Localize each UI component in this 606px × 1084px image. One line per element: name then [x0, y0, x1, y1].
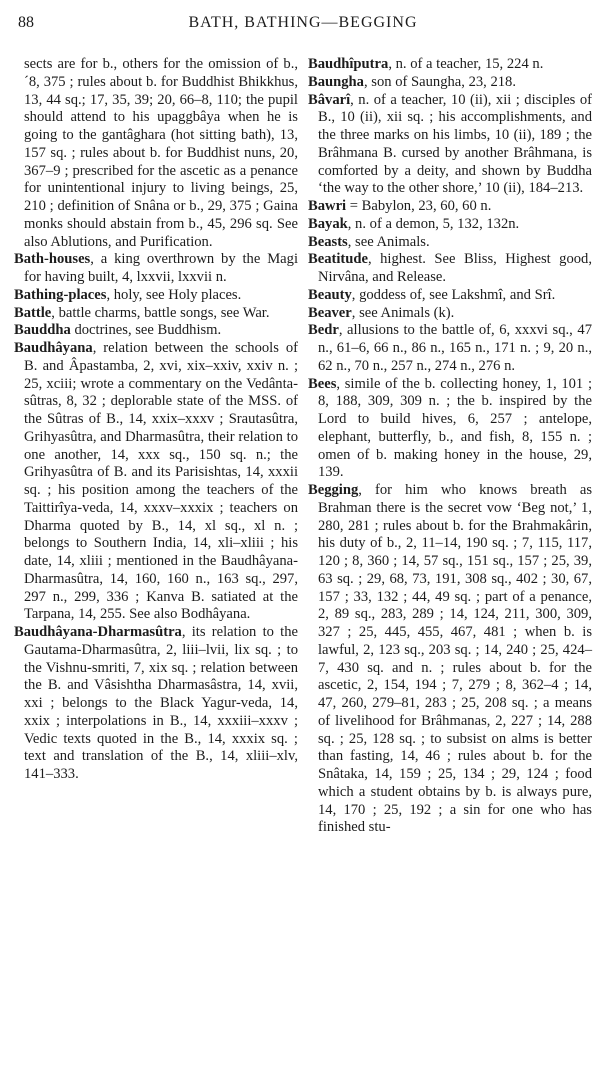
- left-column: [14, 56, 298, 784]
- entry-text: , for him who knows breath as Brahman there is the secret vow ‘Beg not,’ 1, 280, 281 ; rules about b. for the Brahmakârin, his duty of b., 2, 11–14, 190 sq. ; 7, 115, 117, 120 ; 8, 360 ; 14, 57 sq., 151 sq., 157 ; 25, 39, 63 sq. ; 29, 68, 73, 191, 308 sq., 402 ; 30, 67, 157 ; 33, 132 ; 44, 49 sq. ; part of a penance, 2, 89 sq., 283, 289 ; 14, 124, 211, 300, 309, 327 ; 25, 445, 455, 467, 481 ; when b. is lawful, 2, 123 sq., 203 sq. ; 14, 240 ; 25, 424–7, 430 sq. and n. ; rules about b. for the ascetic, 2, 154, 194 ; 7, 279 ; 8, 362–4 ; 14, 47, 260, 279–81, 283 ; 25, 208 sq. ; a means of livelihood for Brâhmanas, 2, 227 ; 14, 288 sq. ; 25, 128 sq. ; to subsist on alms is better than fasting, 14, 46 ; rules about b. for the Snâtaka, 14, 159 ; 25, 134 ; 29, 124 ; food which a student obtains by b. is always pure, 14, 170 ; 25, 192 ; a sin for one who has finished stu-: [318, 482, 592, 836]
- entry-headword: Bath-houses: [14, 251, 91, 268]
- entry-text: sects are for b., others for the omission of b.,´8, 375 ; rules about b. for Buddhist Bhikkhus, 13, 44 sq.; 17, 35, 39; 20, 66–8, 110; the pupil should attend to his upaggbâya when he is going to the gantâghara (hot sitting bath), 13, 157 sq. ; rules about b. for Buddhist nuns, 20, 367–9 ; prescribed for the ascetic as a penance for unintentional injury to living beings, 25, 210 ; definition of Snâna or b., 29, 375 ; Gaina monks should abstain from b., 45, 296 sq. See also Ablutions, and Purification.: [24, 56, 298, 250]
- index-entry: [308, 322, 592, 375]
- entry-text: , its relation to the Gautama-Dharmasûtra, 2, liii–lvii, lix sq. ; to the Vishnu-smriti, 7, xix sq. ; relation between the B. and Vâsishtha Dharmasâstra, 14, xvii, xxi ; belongs to the Black Yagur-veda, 14, xxix ; interpolations in B., 14, xxxiii–xxxv ; Vedic texts quoted in the B., 14, xxxix sq. ; text and translation of the B., 14, xliii–xlv, 141–333.: [24, 624, 298, 782]
- entry-headword: Baudhâyana: [14, 340, 93, 356]
- entry-headword: Baungha: [308, 73, 364, 90]
- running-head: BATH, BATHING—BEGGING: [188, 14, 418, 31]
- entry-headword: Bauddha: [14, 322, 71, 339]
- entry-text: , n. of a teacher, 10 (ii), xii ; disciples of B., 10 (ii), xii sq. ; his accomplishments, and the three marks on his limbs, 10 (ii), 189 ; the Brâhmana B. cursed by another Brâhmana, is comforted by a deity, and shown by Buddha ‘the way to the other shore,’ 10 (ii), 184–213.: [318, 91, 592, 197]
- entry-headword: Beatitude: [308, 251, 368, 268]
- entry-text: , battle charms, battle songs, see War.: [51, 304, 270, 321]
- index-entry: [308, 376, 592, 483]
- entry-headword: Bathing-places: [14, 286, 107, 303]
- entry-text: , see Animals (k).: [351, 304, 455, 321]
- index-entry: [308, 234, 592, 252]
- entry-text: , allusions to the battle of, 6, xxxvi sq., 47 n., 61–6, 66 n., 86 n., 165 n., 171 n. ; 9, 20 n., 62 n., 70 n., 257 n., 274 n., 276 n.: [318, 322, 592, 374]
- entry-text: , simile of the b. collecting honey, 1, 101 ; 8, 188, 309, 309 n. ; the b. inspired by the Lord to build hives, 6, 257 ; antelope, elephant, butterfly, b., and fish, 8, 155 n. ; omen of b. making honey in the house, 29, 139.: [318, 375, 592, 481]
- index-entry: [308, 56, 592, 74]
- entry-text: , see Animals.: [347, 233, 430, 250]
- index-entry: [14, 340, 298, 624]
- index-entry: [14, 322, 298, 340]
- entry-text: , relation between the schools of B. and Âpastamba, 2, xvi, xix–xxiv, xxiv n. ; 25, xciii; wrote a commentary on the Vedânta-sûtras, 8, 32 ; deplorable state of the MSS. of the Sûtras of B., 14, xxix–xxxv ; Srautasûtra, Grihyasûtra, and Dharmasûtra, their relation to one another, 14, xxx sq., 150 sq. n.; the Grihyasûtra of B. and its Parisishtas, 14, xxxii sq. ; his position among the teachers of the Taittirîya-veda, 14, xxxv–xxxix ; teachers on Dharma quoted by B., 14, xl sq., xl n. ; belongs to Southern India, 14, xli–xliii ; his date, 14, xliii ; mentioned in the Baudhâyana-Dharmasûtra, 14, 160, 160 n., 163 sq., 297, 297 n., 299, 336 ; Kanva B. satiated at the Tarpana, 14, 255. See also Bodhâyana.: [24, 340, 298, 623]
- entry-headword: Bayak: [308, 215, 348, 232]
- index-entry: [308, 216, 592, 234]
- page-number: 88: [18, 14, 34, 31]
- entry-headword: Beasts: [308, 233, 348, 250]
- entry-headword: Baudhîputra: [308, 56, 389, 72]
- entry-text: , n. of a demon, 5, 132, 132n.: [347, 215, 520, 232]
- entry-text: doctrines, see Buddhism.: [70, 322, 222, 339]
- page-header: [0, 12, 606, 36]
- index-entry: [308, 198, 592, 216]
- index-entry: [308, 287, 592, 305]
- index-entry: [308, 482, 592, 837]
- index-entry: [308, 74, 592, 92]
- index-entry: [14, 56, 298, 251]
- entry-headword: Begging: [308, 482, 359, 498]
- entry-text: , n. of a teacher, 15, 224 n.: [388, 56, 544, 72]
- entry-text: , highest. See Bliss, Highest good, Nirvâna, and Release.: [318, 251, 592, 285]
- index-entry: [14, 624, 298, 784]
- entry-headword: Bawri: [308, 198, 347, 214]
- index-entry: [308, 92, 592, 199]
- entry-text: , holy, see Holy places.: [106, 286, 242, 303]
- entry-headword: Beauty: [308, 286, 352, 303]
- index-entry: [308, 251, 592, 287]
- entry-headword: Beaver: [308, 304, 352, 321]
- entry-headword: Bedr: [308, 322, 339, 339]
- entry-headword: Bâvarî: [308, 91, 351, 108]
- index-entry: [14, 305, 298, 323]
- entry-text: , goddess of, see Lakshmî, and Srî.: [351, 286, 556, 303]
- right-column: [308, 56, 592, 837]
- index-entry: [14, 251, 298, 287]
- entry-text: , a king overthrown by the Magi for having built, 4, lxxvii, lxxvii n.: [24, 251, 298, 285]
- entry-text: , son of Saungha, 23, 218.: [363, 73, 516, 90]
- index-entry: [308, 305, 592, 323]
- entry-headword: Bees: [308, 375, 337, 392]
- entry-headword: Baudhâyana-Dharmasûtra: [14, 624, 182, 640]
- entry-headword: Battle: [14, 304, 52, 321]
- entry-text: = Babylon, 23, 60, 60 n.: [346, 198, 492, 214]
- index-entry: [14, 287, 298, 305]
